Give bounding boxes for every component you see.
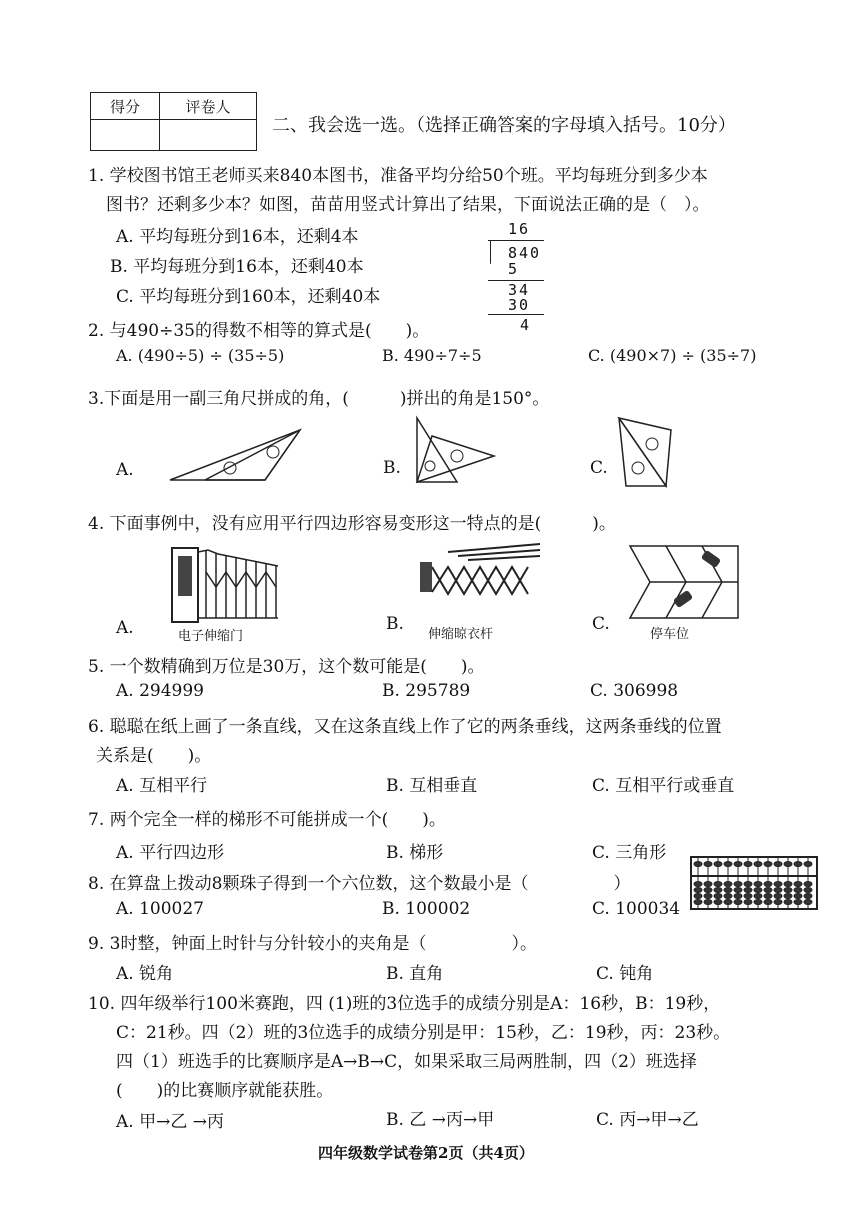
abacus-bead <box>784 888 792 893</box>
abacus-bead <box>714 888 722 893</box>
q10-line3: 四（1）班选手的比赛顺序是A→B→C，如果采取三局两胜制，四（2）班选择 <box>116 1052 697 1072</box>
q9-option-b[interactable]: B. 直角 <box>386 964 444 984</box>
abacus-bead <box>764 888 772 893</box>
page-footer: 四年级数学试卷第2页（共4页） <box>318 1144 534 1162</box>
q8-option-b[interactable]: B. 100002 <box>382 899 471 919</box>
abacus-bead <box>774 862 782 867</box>
q3-option-a[interactable]: A. <box>116 460 134 480</box>
drying-rack-image <box>418 542 544 620</box>
retractable-gate-image <box>168 542 288 624</box>
q10-line2: C：21秒。四（2）班的3位选手的成绩分别是甲：15秒，乙：19秒，丙：23秒。 <box>116 1023 731 1043</box>
abacus-bead <box>804 900 812 905</box>
set-square-angle-b <box>412 416 498 486</box>
q9-option-a[interactable]: A. 锐角 <box>116 964 174 984</box>
abacus-bead <box>774 894 782 899</box>
abacus-bead <box>724 888 732 893</box>
abacus-bead <box>754 862 762 867</box>
abacus-bead <box>794 862 802 867</box>
division-bar <box>488 240 544 241</box>
q3-option-c[interactable]: C. <box>590 458 608 478</box>
abacus-bead <box>704 900 712 905</box>
q3-option-b[interactable]: B. <box>383 458 401 478</box>
parking-space-image <box>620 542 742 620</box>
q2-option-a[interactable]: A. (490÷5) ÷ (35÷5) <box>116 346 285 365</box>
abacus-bead <box>784 894 792 899</box>
division-line2 <box>488 314 544 315</box>
q10-option-c[interactable]: C. 丙→甲→乙 <box>596 1110 699 1130</box>
abacus-bead <box>734 888 742 893</box>
q6-option-b[interactable]: B. 互相垂直 <box>386 776 478 796</box>
q9-option-c[interactable]: C. 钝角 <box>596 964 654 984</box>
abacus-bead <box>804 894 812 899</box>
q10-line1: 10. 四年级举行100米赛跑，四 (1)班的3位选手的成绩分别是A：16秒，B：19秒， <box>88 994 721 1014</box>
abacus-bead <box>704 862 712 867</box>
abacus-bead <box>754 888 762 893</box>
grader-cell[interactable] <box>160 120 257 151</box>
q6-line2: 关系是( )。 <box>96 746 212 766</box>
q10-option-a[interactable]: A. 甲→乙 →丙 <box>116 1112 224 1132</box>
abacus-bead <box>744 888 752 893</box>
q1-option-c[interactable]: C. 平均每班分到160本，还剩40本 <box>116 287 381 307</box>
abacus-bead <box>754 882 762 887</box>
abacus-bead <box>774 882 782 887</box>
abacus-bead <box>744 882 752 887</box>
abacus-bead <box>714 862 722 867</box>
abacus-bead <box>694 862 702 867</box>
q4-stem: 4. 下面事例中，没有应用平行四边形容易变形这一特点的是( )。 <box>88 514 616 534</box>
abacus-bead <box>754 900 762 905</box>
abacus-bead <box>774 888 782 893</box>
q1-line1: 1. 学校图书馆王老师买来840本图书，准备平均分给50个班。平均每班分到多少本 <box>88 166 708 186</box>
q10-option-b[interactable]: B. 乙 →丙→甲 <box>386 1110 495 1130</box>
abacus-bead <box>754 894 762 899</box>
q1-option-b[interactable]: B. 平均每班分到16本，还剩40本 <box>110 257 364 277</box>
abacus-bead <box>694 882 702 887</box>
q4-caption-b: 伸缩晾衣杆 <box>428 627 494 642</box>
abacus-bead <box>804 888 812 893</box>
q5-option-a[interactable]: A. 294999 <box>116 681 204 701</box>
abacus-bead <box>734 882 742 887</box>
q7-option-b[interactable]: B. 梯形 <box>386 843 444 863</box>
set-square-angle-c <box>614 416 676 488</box>
abacus-bead <box>764 894 772 899</box>
abacus-bead <box>724 900 732 905</box>
q8-option-c[interactable]: C. 100034 <box>592 899 681 919</box>
abacus-bead <box>774 900 782 905</box>
abacus-bead <box>804 862 812 867</box>
abacus-bead <box>804 882 812 887</box>
division-dividend: 840 <box>508 244 542 262</box>
q6-line1: 6. 聪聪在纸上画了一条直线，又在这条直线上作了它的两条垂线，这两条垂线的位置 <box>88 717 722 737</box>
division-remainder: 4 <box>520 316 532 334</box>
q8-stem: 8. 在算盘上拨动8颗珠子得到一个六位数，这个数最小是（ ） <box>88 874 631 894</box>
q2-stem: 2. 与490÷35的得数不相等的算式是( )。 <box>88 321 430 341</box>
score-table <box>90 92 257 151</box>
division-step3: 30 <box>508 296 531 314</box>
score-label: 得分 <box>91 93 160 120</box>
q4-option-b[interactable]: B. <box>386 614 404 634</box>
division-step1: 5 <box>508 260 520 278</box>
q6-option-a[interactable]: A. 互相平行 <box>116 776 208 796</box>
set-square-angle-a <box>165 425 305 485</box>
q7-stem: 7. 两个完全一样的梯形不可能拼成一个( )。 <box>88 810 446 830</box>
abacus-bead <box>724 882 732 887</box>
abacus-bead <box>734 862 742 867</box>
abacus-bead <box>784 900 792 905</box>
abacus-bead <box>714 882 722 887</box>
abacus-bead <box>704 888 712 893</box>
abacus-bead <box>784 882 792 887</box>
abacus-bead <box>694 900 702 905</box>
q3-stem: 3.下面是用一副三角尺拼成的角，( )拼出的角是150°。 <box>88 389 550 409</box>
abacus-bead <box>794 888 802 893</box>
abacus-bead <box>744 862 752 867</box>
abacus-bead <box>734 894 742 899</box>
abacus-bead <box>764 882 772 887</box>
q4-option-a[interactable]: A. <box>116 618 134 638</box>
q5-option-c[interactable]: C. 306998 <box>590 681 679 701</box>
q4-caption-c: 停车位 <box>650 627 690 642</box>
abacus-bead <box>714 900 722 905</box>
abacus-bead <box>724 894 732 899</box>
abacus-bead <box>714 894 722 899</box>
abacus-bead <box>704 894 712 899</box>
grader-label: 评卷人 <box>160 93 257 120</box>
abacus-bead <box>704 882 712 887</box>
q1-line2: 图书？还剩多少本？如图，苗苗用竖式计算出了结果，下面说法正确的是（ ）。 <box>106 195 710 215</box>
abacus-bead <box>694 888 702 893</box>
q1-option-a[interactable]: A. 平均每班分到16本，还剩4本 <box>116 227 359 247</box>
q5-option-b[interactable]: B. 295789 <box>382 681 471 701</box>
q4-caption-a: 电子伸缩门 <box>178 629 244 644</box>
q5-stem: 5. 一个数精确到万位是30万，这个数可能是( )。 <box>88 657 485 677</box>
q2-option-b[interactable]: B. 490÷7÷5 <box>382 346 482 365</box>
abacus-bead <box>744 900 752 905</box>
division-step2: 34 <box>508 281 531 299</box>
abacus-image <box>690 856 818 910</box>
abacus-bead <box>794 894 802 899</box>
abacus-bead <box>794 882 802 887</box>
abacus-bead <box>764 862 772 867</box>
score-cell[interactable] <box>91 120 160 151</box>
abacus-bead <box>764 900 772 905</box>
q4-option-c[interactable]: C. <box>592 614 610 634</box>
section-title: 二、我会选一选。（选择正确答案的字母填入括号。10分） <box>272 115 736 136</box>
q6-option-c[interactable]: C. 互相平行或垂直 <box>592 776 735 796</box>
abacus-bead <box>694 894 702 899</box>
abacus-bead <box>784 862 792 867</box>
q9-stem: 9. 3时整，钟面上时针与分针较小的夹角是（ ）。 <box>88 934 537 954</box>
q2-option-c[interactable]: C. (490×7) ÷ (35÷7) <box>588 346 757 365</box>
division-quotient: 16 <box>508 220 531 238</box>
abacus-bead <box>734 900 742 905</box>
q10-line4: ( )的比赛顺序就能获胜。 <box>116 1081 334 1101</box>
abacus-bead <box>724 862 732 867</box>
q7-option-c[interactable]: C. 三角形 <box>592 843 667 863</box>
abacus-bead <box>744 894 752 899</box>
q8-option-a[interactable]: A. 100027 <box>116 899 204 919</box>
abacus-bead <box>794 900 802 905</box>
division-bracket <box>490 240 491 264</box>
q7-option-a[interactable]: A. 平行四边形 <box>116 843 225 863</box>
